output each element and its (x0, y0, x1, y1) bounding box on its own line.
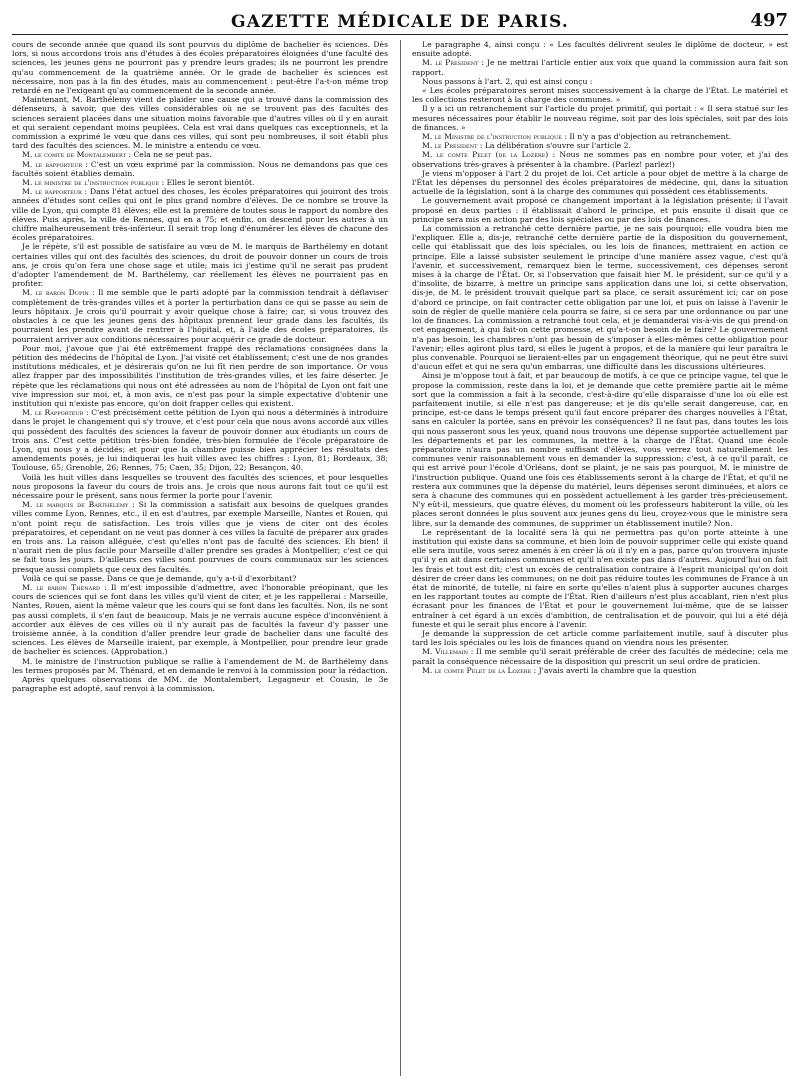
paragraph (412, 86, 788, 104)
speaker-name: M. le rapporteur (22, 159, 83, 169)
paragraph-text: : Il m'est impossible d'admettre, avec l'honorable préopinant, que les cours de sciences qui se font dans les villes qu'il vient de citer, et je les rappellerai : Marseille, Nantes, Rouen, aient la même valeur que les cours qui se font dans les facultés. Non, ils ne sont pas aussi complets, il s'en faut de beaucoup. Mais je ne verrais aucune espèce d'inconvénient à accorder aux élèves de ces villes où il n'y aurait pas de facultés la faveur d'y passer une troisième année, à la condition d'aller prendre leur grade de bachelier dans une faculté des sciences. Les élèves de Marseille iraient, par exemple, à Montpellier, pour prendre leur grade de bachelier ès sciences. (Approbation.) (12, 582, 388, 657)
paragraph-text: Je viens m'opposer à l'art 2 du projet de loi. Cet article a pour objet de mettre à la charge de l'État les dépenses du personnel des écoles préparatoires de médecine, qui, dans la situation actuelle de la législation, sont à la charge des communes qui possèdent ces établissements. (412, 168, 788, 197)
paragraph-text: Maintenant, M. Barthélemy vient de plaider une cause qui a trouvé dans la commission des défenseurs, à savoir, que des villes considérables où ne se trouvent pas des facultés des sciences seraient placées dans une situation moins favorable que d'autres villes où il y en aurait et qui seraient cependant moins peuplées. Cela est vrai dans quelques cas exceptionnels, et la commission a exprimé le vœu que dans ces villes, qui sont peu nombreuses, il soit établi plus tard des facultés des sciences. M. le ministre a entendu ce vœu. (12, 95, 388, 151)
paragraph-text: : Nous ne sommes pas en nombre pour voter, et j'ai des observations très-graves à présenter à la chambre. (Parlez! parlez!) (412, 150, 788, 169)
paragraph (412, 104, 788, 132)
paragraph-text: Ainsi je m'oppose tout à fait, et par beaucoup de motifs, à ce que ce principe vague, tel que le propose la commission, reste dans la loi, et je demande que cette première partie ait le même sort que la commission a fait à la seconde, c'est-à-dire qu'elle disparaisse d'une loi où elle est parfaitement inutile, si elle n'est pas dangereuse; et je dis qu'elle serait dangereuse, car, en principe, est-ce dans le temps présent qu'il faut encore préparer des charges nouvelles à l'État, sans en calculer la portée, sans en prévoir les conséquences? Il ne faut pas, dans toutes les lois qui nous passeront sous les yeux, quand nous trouvons une dépense supportée actuellement par les départements et par les communes, la mettre à la charge de l'État. Quand une école préparatoire n'aura pas un nombre suffisant d'élèves, vous verrez tout naturellement les communes venir raisonnablement vous en demander la suppression; c'est, à ce qu'il paraît, ce qui est arrivé pour l'école d'Orléans, dont se plaint, je ne sais pas pourquoi, M. le ministre de l'instruction publique. Quand une fois ces établissements seront à la charge de l'État, et qu'il ne restera aux communes que la dépense du matériel, leurs dépenses seront diminuées, et alors ce sera à chacune des communes qui en possèdent actuellement à les garder très-précieusement. N'y eût-il, messieurs, que quatre élèves, du moment où les professeurs habiteront la ville, où les places seront données le plus souvent aux jeunes gens du lieu, croyez-vous que le ministre sera libre, sur la demande des communes, de supprimer un établissement inutile? Non. (412, 371, 788, 528)
paragraph-text: Voilà les huit villes dans lesquelles se trouvent des facultés des sciences, et pour lesquelles nous proposons la faveur du cours de trois ans. Je crois que nous aurons fait tout ce qu'il est nécessaire pour le présent, sans nous fermer la porte pour l'avenir. (12, 472, 388, 500)
speaker-name: M. le comte Pelet de la Lozère (422, 665, 532, 675)
paragraph (412, 58, 788, 76)
speaker-name: M. le Président (422, 58, 479, 68)
paragraph-text: : La délibération s'ouvre sur l'article 2. (477, 141, 631, 151)
paragraph-text: Je le répète, s'il est possible de satisfaire au vœu de M. le marquis de Barthélemy en dotant certaines villes qui ont des facultés des sciences, du droit de pouvoir donner un cours de trois ans, je crois qu'on fera une chose sage et utile; mais ici j'estime qu'il ne serait pas prudent d'adopter l'amendement de M. Barthélemy, car réellement les élèves ne pourraient pas en profiter. (12, 242, 388, 289)
paragraph-text: Voilà ce qui se passe. Dans ce que je demande, qu'y a-t-il d'exorbitant? (22, 573, 297, 583)
paragraph-text: La commission a retranché cette dernière partie, je ne sais pourquoi; elle voudra bien me l'expliquer. Elle a, dis-je, retranché cette dernière partie de la disposition du gouvernement, celle qui établissait que des lois spéciales, ou les lois de finances, mettraient en action ce principe. Elle a laissé subsister seulement le principe d'une manière assez vague, c'est qu'à l'avenir, et successivement, remarquez bien le terme, successivement, ces dépenses seront mises à la charge de l'État. Or, si l'observation que faisait hier M. le président, sur ce qu'il y a d'insolite, de bizarre, à mettre un principe sans application dans une loi, si cette observation, dis-je, de M. le président trouvait quelque part sa place, ce serait assurément ici; car on pose d'abord ce principe, on fait contracter cette obligation par une loi, et puis on laisse à l'avenir le soin de régler de quelle manière cela pourra se faire, si ce sera par une ordonnance ou par une loi de finances. La commission a retranché tout cela, et je demanderai vis-à-vis de qui prend-on cet engagement, à qui fait-on cette promesse, et qu'a-t-on besoin de le faire? Le gouvernement n'a pas besoin, les chambres n'ont pas besoin de s'imposer à elles-mêmes cette obligation pour l'avenir; elles agiront plus tard, si elles le jugent à propos, et de la manière qui leur paraîtra le plus convenable. Pourquoi se lieraient-elles par un engagement théorique, qui ne peut être suivi d'aucun effet et qui ne sera qu'un embarras, une difficulté dans les discussions ultérieures. (412, 224, 788, 372)
paragraph-text: : C'est précisément cette pétition de Lyon qui nous a déterminés à introduire dans le projet le changement qui s'y trouve, et c'est pour cela que nous avons accordé aux villes qui possèdent des facultés des sciences la faveur de pouvoir donner aux étudiants un cours de trois ans. C'est cette pétition très-bien fondée, très-bien formulée de l'école préparatoire de Lyon, qui nous y a décidés; et pour que la chambre puisse bien apprécier les résultats des amendements posés, je lui indiquerai les huit villes avec les chiffres : Lyon, 81; Bordeaux, 38; Toulouse, 65; Grenoble, 26; Rennes, 75; Caen, 35; Dijon, 22; Besançon, 40. (12, 408, 388, 473)
paragraph-text: : C'est un vœu exprimé par la commission. Nous ne demandons pas que ces facultés soient établies demain. (12, 159, 388, 178)
paragraph (412, 77, 788, 86)
paragraph-text: : Cela ne se peut pas. (126, 150, 212, 160)
page-number: 497 (750, 10, 788, 31)
paragraph (412, 40, 788, 58)
paragraph-text: : Je ne mettrai l'article entier aux voix que quand la commission aura fait son rapport. (412, 58, 788, 77)
paragraph-text: : Il me semble que le parti adopté par la commission tendrait à déflaviser complètement de très-grandes villes et à porter la perturbation dans ce qui se passe au sein de leurs hôpitaux. Je crois qu'il pourrait y avoir quelque chose à faire; car, si vous trouvez des obstacles à ce que les jeunes gens des hôpitaux prennent leur grade dans les facultés, ils pourraient les prendre avant de rentrer à l'hôpital, et, à l'aide des écoles préparatoires, ils pourraient arriver aux conditions nécessaires pour acquérir ce grade de docteur. (12, 288, 388, 344)
paragraph (412, 371, 788, 527)
paragraph-text: : Il me semble qu'il serait préférable de créer des facultés de médecine; cela me paraît la conséquence nécessaire de la disposition qui prescrit un seul ordre de praticien. (412, 647, 788, 666)
paragraph-text: Le paragraphe 4, ainsi conçu : « Les facultés délivrent seules le diplôme de docteur, » est ensuite adopté. (412, 40, 788, 59)
speaker-name: M. le Président (422, 141, 478, 151)
paragraph (12, 288, 388, 343)
speaker-name: M. le Rapporteur (22, 408, 84, 418)
speaker-name: M. le comte Pelet (de la Lozère) (422, 150, 549, 160)
paragraph (12, 473, 388, 501)
paragraph (12, 657, 388, 675)
speaker-name: M. le marquis de Barthélemy (22, 500, 129, 510)
paragraph (12, 187, 388, 242)
paragraph (12, 675, 388, 693)
paragraph (12, 344, 388, 408)
paragraph (12, 178, 388, 187)
journal-title: GAZETTE MÉDICALE DE PARIS. (231, 12, 569, 32)
paragraph (12, 95, 388, 150)
paragraph-text: Le gouvernement avait proposé ce changement important à la législation présente; il l'avait proposé en deux parties : il établissait d'abord le principe, et puis ensuite il disait que ce principe sera mis en action par des lois spéciales ou par des lois de finances. (412, 196, 788, 224)
speaker-name: M. le baron Dupin (22, 288, 89, 298)
paragraph (412, 629, 788, 647)
paragraph-text: M. le ministre de l'instruction publique se rallie à l'amendement de M. de Barthélemy dans les termes proposés par M. Thénard, et en demande le renvoi à la commission pour la rédaction. (12, 656, 388, 675)
paragraph-text: Après quelques observations de MM. de Montalembert, Legagneur et Cousin, le 3e paragraphe est adopté, sauf renvoi à la commission. (12, 675, 388, 694)
paragraph-text: : Dans l'état actuel des choses, les écoles préparatoires qui jouiront des trois années d'études sont celles qui ont le plus grand nombre d'élèves. De ce nombre se trouve la ville de Lyon, qui compte 81 élèves; elle est la première de toutes sous le rapport du nombre des élèves. Puis après, la ville de Rennes, qui en a 75; et enfin, on descend pour les autres à un chiffre malheureusement très-inférieur. Il serait trop long d'énumérer les élèves de chacune des écoles préparatoires. (12, 187, 388, 243)
speaker-name: M. le rapporteur (22, 187, 82, 197)
paragraph (12, 160, 388, 178)
paragraph (412, 132, 788, 141)
speaker-name: M. le Ministre de l'instruction publique (422, 132, 562, 142)
speaker-name: M. Villemain (422, 647, 468, 657)
paragraph (12, 150, 388, 159)
paragraph (412, 647, 788, 665)
paragraph (12, 500, 388, 574)
paragraph (12, 408, 388, 472)
paragraph-text: « Les écoles préparatoires seront mises successivement à la charge de l'État. Le matériel et les collections resteront à la charge des communes. » (412, 86, 788, 105)
paragraph (412, 528, 788, 629)
paragraph-text: : Il n'y a pas d'objection au retranchement. (561, 132, 732, 142)
paragraph (12, 40, 388, 95)
paragraph (412, 224, 788, 371)
paragraph (412, 196, 788, 224)
paragraph-text: Il y a ici un retranchement sur l'article du projet primitif, qui portait : « Il sera statué sur les mesures nécessaires pour établir le nouveau régime, soit par des lois spéciales, soit par des lois de finances. » (412, 104, 788, 132)
paragraph-text: Le représentant de la localité sera là qui ne permettra pas qu'on porte atteinte à une institution qui existe dans sa commune, et bien loin de pouvoir supprimer celle qui existe quand elle sera inutile, vous serez amenés à en créer là où il n'y en a pas, parce qu'on trouvera injuste qu'il y en ait dans certaines communes et qu'il n'en existe pas dans d'autres. Aujourd'hui on fait les frais et tout est dit; c'est un excès de centralisation contraire à l'esprit municipal qu'on doit désirer de créer dans les communes; on ne doit pas réduire toutes les communes de France à un état de minorité, de tutelle, ni faire en sorte qu'elles n'aient plus à supporter aucunes charges en les rapportant toutes au compte de l'État. Rien d'ailleurs n'est plus accablant, rien n'est plus écrasant pour les finances de l'État et pour le gouvernement lui-même, que de se laisser entraîner à cet égard à un excès d'ambition, de centralisation et de pouvoir, qui lui a été déjà funeste et qui le serait plus encore à l'avenir. (412, 527, 788, 629)
paragraph (12, 583, 388, 657)
paragraph-text: cours de seconde année que quand ils sont pourvus du diplôme de bachelier ès sciences. Dès lors, si nous accordons trois ans d'études à des écoles préparatoires éloignées d'une faculté des sciences, les jeunes gens ne pourront pas y prendre leurs grades; ils ne pourront les prendre qu'au commencement de la quatrième année. Or le grade de bachelier ès sciences est nécessaire, non pas à la fin des études, mais au commencement : peut-être l'a-t-on même trop retardé en ne l'exigeant qu'au commencement de la seconde année. (12, 40, 388, 96)
paragraph (412, 169, 788, 197)
column-divider (400, 40, 401, 1076)
paragraph-text: : J'avais averti la chambre que la question (531, 665, 697, 675)
speaker-name: M. le ministre de l'instruction publique (22, 178, 160, 188)
paragraph-text: Je demande la suppression de cet article comme parfaitement inutile, sauf à discuter plus tard les lois spéciales ou les lois de finances quand on viendra nous les présenter. (412, 629, 788, 648)
paragraph-text: Nous passons à l'art. 2, qui est ainsi conçu : (422, 76, 593, 86)
speaker-name: M. le baron Thénard (22, 582, 101, 592)
paragraph (412, 141, 788, 150)
paragraph (412, 666, 788, 675)
paragraph-text: : Si la commission a satisfait aux besoins de quelques grandes villes comme Lyon, Rennes, etc., il en est d'autres, par exemple Marseille, Nantes et Rouen, qui n'ont point reçu de satisfaction. Les trois villes que je viens de citer ont des écoles préparatoires, et cependant on ne veut pas donner à ces villes la faculté de préparer aux grades en trois ans. La raison alléguée, c'est qu'elles n'ont pas de faculté des sciences. Eh bien! il n'aurait rien de plus facile pour Marseille d'aller prendre ses grades à Montpellier; c'est ce qui se fait tous les jours. D'ailleurs ces villes sont pourvues de cours communaux sur les sciences presque aussi complets que ceux des facultés. (12, 500, 388, 574)
speaker-name: M. le comte de Montalembert (22, 150, 127, 160)
paragraph (12, 574, 388, 583)
right-column (412, 40, 788, 1080)
paragraph-text: Pour moi, j'avoue que j'ai été extrêmement frappé des réclamations consignées dans la pétition des médecins de l'hôpital de Lyon. J'ai visité cet établissement; c'est une de nos grandes institutions médicales, et je désirerais qu'on ne lui fît rien perdre de son importance. Or vous allez frapper par des impossibilités l'institution de très-grandes villes, et les faire déserter. Je répète que les réclamations qui nous ont été adressées au nom de l'hôpital de Lyon ont fait une vive impression sur moi, et, à mon avis, ce n'est pas pour la simple expectative d'obtenir une institution qui n'existe pas encore, qu'on doit frapper celles qui existent. (12, 343, 388, 408)
paragraph (12, 242, 388, 288)
left-column (12, 40, 388, 1080)
paragraph (412, 150, 788, 168)
paragraph-text: : Elles le seront bientôt. (159, 178, 255, 188)
page-header (12, 10, 788, 35)
